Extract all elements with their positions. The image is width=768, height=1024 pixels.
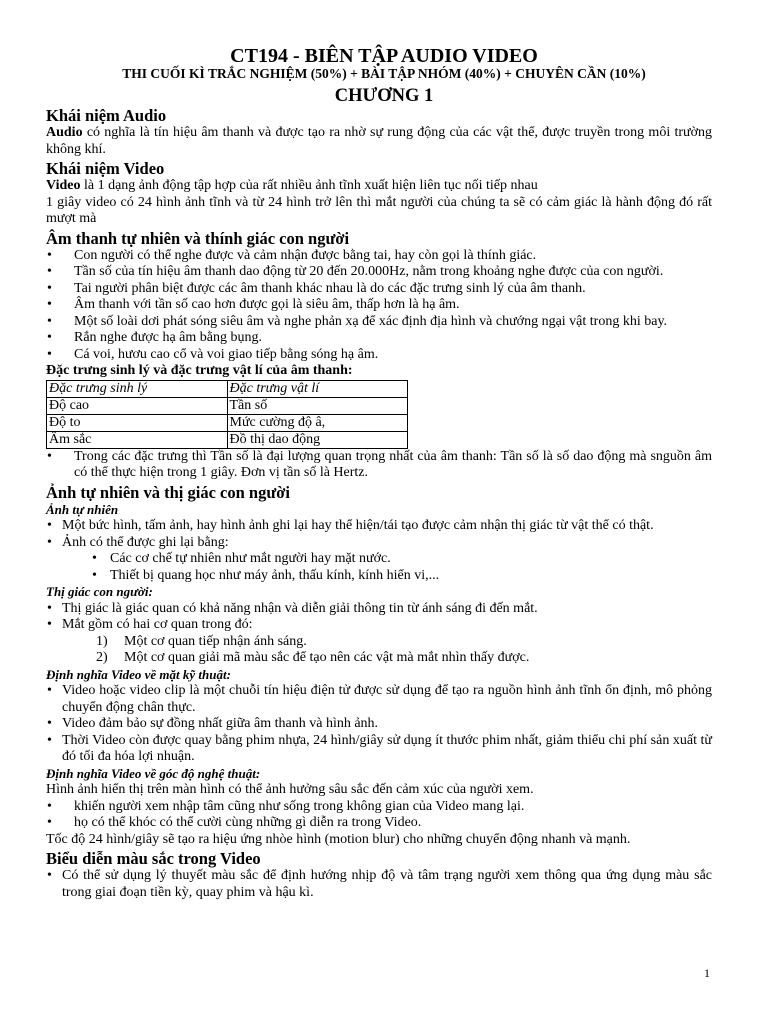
list-item: • Âm thanh với tần số cao hơn được gọi là siêu âm, thấp hơn là hạ âm.: [46, 297, 712, 314]
video-artistic-list: [46, 799, 712, 832]
video-text: là 1 dạng ảnh động tập hợp của rất nhiều ảnh tĩnh xuất hiện liên tục nối tiếp nhau: [80, 178, 538, 193]
section-heading-color: Biểu diễn màu sắc trong Video: [46, 849, 261, 868]
list-item: • Video hoặc video clip là một chuỗi tín hiệu điện tử được sử dụng để tạo ra nguồn hình ảnh tĩnh ổn định, mô phỏng chuyển động chân thực.: [46, 683, 712, 716]
frequency-note-list: [46, 449, 712, 482]
audio-text: có nghĩa là tín hiệu âm thanh và được tạo ra nhờ sự rung động của các vật thể, được truyền trong môi trường không khí.: [46, 125, 712, 157]
list-item: • Các cơ chế tự nhiên như mắt người hay mặt nước.: [92, 551, 712, 568]
video-technical-list: [46, 683, 712, 766]
list-item: • Cá voi, hươu cao cổ và voi giao tiếp bằng sóng hạ âm.: [46, 347, 712, 364]
table-header-row: [47, 380, 408, 397]
table-cell: Đồ thị dao động: [227, 431, 408, 448]
subheading-video-artistic: Định nghĩa Video về góc độ nghệ thuật:: [46, 765, 261, 781]
video-definition: [46, 178, 712, 195]
list-item: • Ảnh có thể được ghi lại bằng:: [46, 535, 712, 552]
sound-bullet-list: [46, 248, 712, 364]
table-cell: Độ cao: [47, 397, 228, 414]
list-item: • Thị giác là giác quan có khả năng nhận và diễn giải thông tin từ ánh sáng đi đến mắt.: [46, 601, 712, 618]
list-item: [96, 650, 712, 667]
table-header-cell: Đặc trưng vật lí: [227, 380, 408, 397]
section-heading-video: Khái niệm Video: [46, 159, 165, 178]
page-number: 1: [704, 966, 710, 980]
list-item: • Có thể sử dụng lý thuyết màu sắc để định hướng nhịp độ và tâm trạng người xem thông qua ứng dụng màu sắc trong giai đoạn tiền kỳ, quay phim và hậu kì.: [46, 868, 712, 901]
subheading-natural-image: Ảnh tự nhiên: [46, 501, 119, 517]
table-cell: Âm sắc: [47, 431, 228, 448]
section-heading-image: Ảnh tự nhiên và thị giác con người: [46, 482, 290, 502]
video-term: Video: [46, 178, 81, 193]
document-body: [46, 105, 712, 901]
list-number: 2): [96, 650, 108, 665]
sound-characteristics-table: [46, 380, 408, 449]
color-bullet-list: [46, 868, 712, 901]
video-frame-rate-text: 1 giây video có 24 hình ảnh tĩnh và từ 24 hình trở lên thì mắt người của chúng ta sẽ có cảm giác là hành động đó rất mượt mà: [46, 194, 712, 226]
grading-subtitle: THI CUỐI KÌ TRẮC NGHIỆM (50%) + BÀI TẬP NHÓM (40%) + CHUYÊN CẦN (10%): [122, 66, 646, 81]
section-heading-audio: Khái niệm Audio: [46, 106, 167, 125]
table-cell: Tần số: [227, 397, 408, 414]
document-title: CT194 - BIÊN TẬP AUDIO VIDEO: [230, 45, 538, 67]
table-header-cell: Đặc trưng sinh lý: [47, 380, 228, 397]
human-vision-list: [46, 601, 712, 634]
list-text: Một cơ quan tiếp nhận ánh sáng.: [124, 633, 307, 649]
list-item: • Thiết bị quang học như máy ảnh, thấu kính, kính hiển vi,...: [92, 568, 712, 585]
list-item: • Rắn nghe được hạ âm bằng bụng.: [46, 330, 712, 347]
list-item: • Con người có thể nghe được và cảm nhận được bằng tai, hay còn gọi là thính giác.: [46, 248, 712, 265]
list-item: • Video đảm bảo sự đồng nhất giữa âm thanh và hình ảnh.: [46, 716, 712, 733]
list-text: Một cơ quan giải mã màu sắc để tạo nên các vật mà mắt nhìn thấy được.: [124, 650, 530, 665]
list-item: • Trong các đặc trưng thì Tần số là đại lượng quan trọng nhất của âm thanh: Tần số là số dao động mà snguồn âm có thể thực hiện trong 1 giây. Đơn vị tần số là Hertz.: [46, 449, 712, 482]
list-item: [96, 634, 712, 651]
list-item: • Một bức hình, tấm ảnh, hay hình ảnh ghi lại hay thể hiện/tái tạo được cảm nhận thị giác từ vật thể có thật.: [46, 518, 712, 535]
list-item: • Mắt gồm có hai cơ quan trong đó:: [46, 617, 712, 634]
list-item: • Tần số của tín hiệu âm thanh dao động từ 20 đến 20.000Hz, nằm trong khoảng nghe được của con người.: [46, 264, 712, 281]
table-row: [47, 397, 408, 414]
list-item: • Một số loài dơi phát sóng siêu âm và nghe phản xạ để xác định địa hình và chướng ngại vật trong khi bay.: [46, 314, 712, 331]
capture-methods-list: [46, 551, 712, 584]
list-item: • khiến người xem nhập tâm cũng như sống trong không gian của Video mang lại.: [46, 799, 712, 816]
subheading-human-vision: Thị giác con người:: [46, 584, 153, 599]
chapter-title: CHƯƠNG 1: [334, 86, 434, 106]
table-caption: Đặc trưng sinh lý và đặc trưng vật lí của âm thanh:: [46, 363, 353, 378]
list-item: • Tai người phân biệt được các âm thanh khác nhau là do các đặc trưng sinh lý của âm thanh.: [46, 281, 712, 298]
table-cell: Mức cường độ â,: [227, 414, 408, 431]
subheading-video-technical: Định nghĩa Video về mặt kỹ thuật:: [46, 666, 231, 682]
list-item: • họ có thể khóc có thể cười cùng những gì diễn ra trong Video.: [46, 815, 712, 832]
artistic-intro: Hình ảnh hiển thị trên màn hình có thể ảnh hưởng sâu sắc đến cảm xúc của người xem.: [46, 782, 534, 797]
section-heading-sound: Âm thanh tự nhiên và thính giác con người: [46, 228, 350, 248]
table-row: [47, 431, 408, 448]
natural-image-list: [46, 518, 712, 551]
table-row: [47, 414, 408, 431]
eye-organs-list: [46, 634, 712, 667]
list-item: • Thời Video còn được quay bằng phim nhựa, 24 hình/giây sử dụng ít thước phim nhất, giảm thiểu chi phí sản xuất từ đó tối đa hóa lợi nhuận.: [46, 733, 712, 766]
table-cell: Độ to: [47, 414, 228, 431]
list-number: 1): [96, 633, 108, 649]
audio-definition: [46, 125, 712, 158]
motion-blur-note: Tốc độ 24 hình/giây sẽ tạo ra hiệu ứng nhòe hình (motion blur) cho những chuyển động nhanh và mạnh.: [46, 831, 631, 847]
audio-term: Audio: [46, 125, 83, 140]
